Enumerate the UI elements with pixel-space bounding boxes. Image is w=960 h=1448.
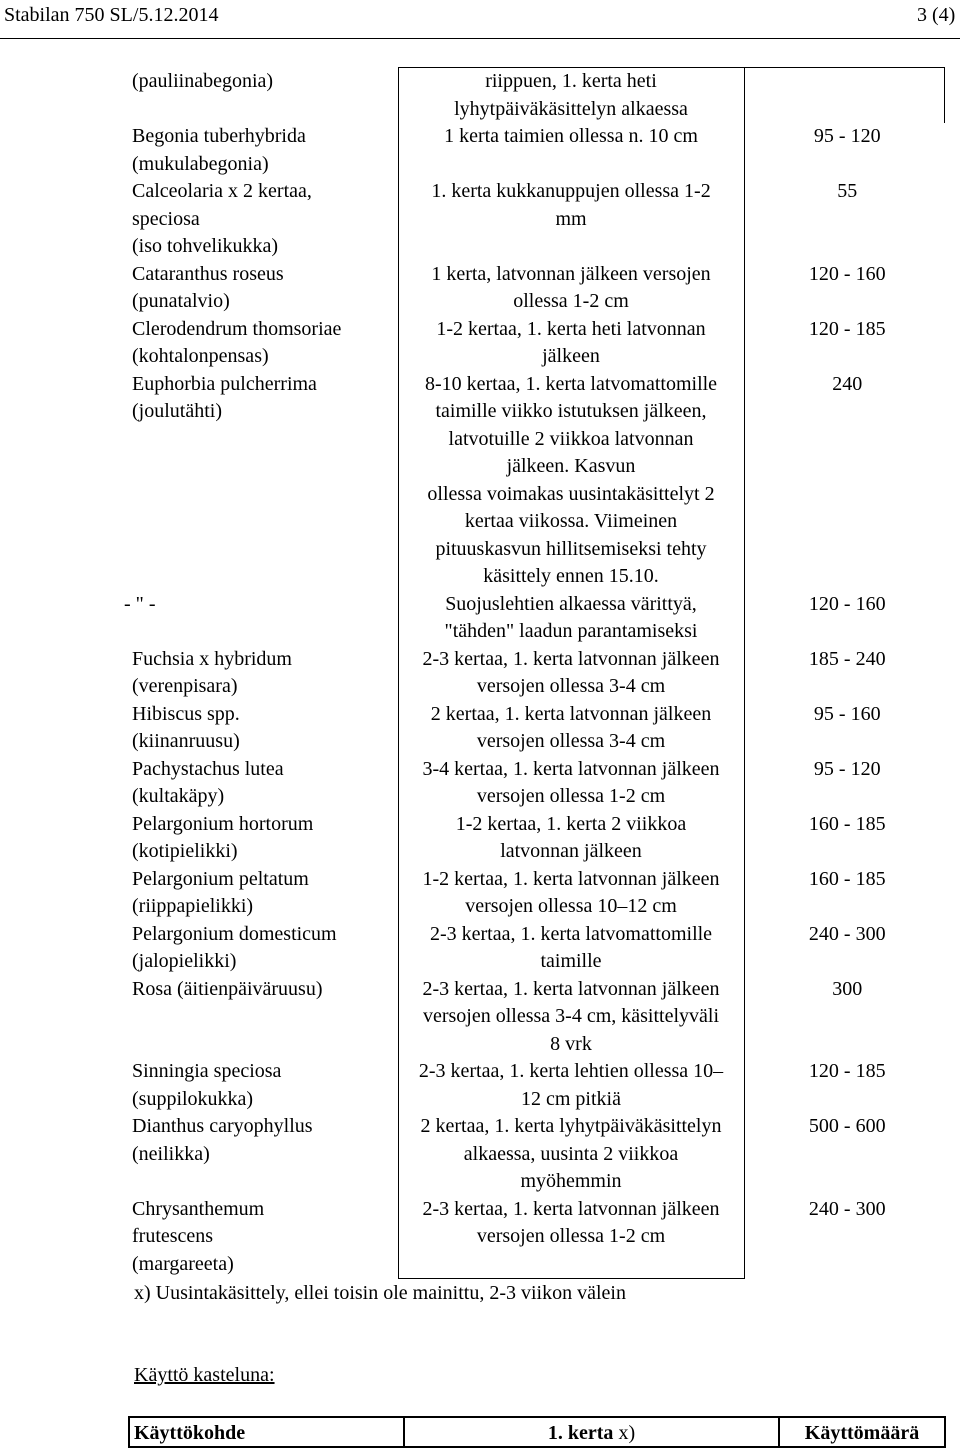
- plant-name: [128, 1196, 398, 1279]
- table-row: [128, 591, 944, 646]
- plant-name-line: (joulutähti): [132, 400, 222, 422]
- plant-name-line: Chrysanthemum: [132, 1197, 265, 1220]
- treatment-description-line: kertaa viikossa. Viimeinen: [464, 510, 678, 532]
- plant-name-line: (kiinanruusu): [132, 730, 240, 752]
- treatment-description: [398, 316, 744, 371]
- treatment-description-line: taimille viikko istutuksen jälkeen,: [435, 400, 707, 422]
- treatment-description-line: pituuskasvun hillitsemiseksi tehty: [435, 537, 707, 560]
- header-kayttokohde: Käyttökohde: [129, 1417, 404, 1447]
- plant-name-line: Dianthus caryophyllus: [132, 1115, 313, 1137]
- treatment-table: [124, 67, 945, 1279]
- plant-name-line: speciosa: [132, 207, 200, 230]
- table-row: [128, 178, 944, 261]
- treatment-description-line: versojen ollessa 1-2 cm: [476, 1225, 666, 1247]
- plant-name-line: (margareeta): [132, 1252, 234, 1275]
- dose-range: [744, 1113, 944, 1196]
- table-row: [128, 1113, 944, 1196]
- dose-range-value: 240 - 300: [808, 922, 886, 945]
- treatment-description: [398, 1113, 744, 1196]
- plant-name: [128, 68, 398, 124]
- treatment-description-line: 1. kerta kukkanuppujen ollessa 1-2: [431, 180, 711, 202]
- dose-range-value: 120 - 160: [808, 592, 886, 615]
- dose-range-value: 240 - 300: [808, 1197, 886, 1220]
- treatment-description-line: lyhytpäiväkäsittelyn alkaessa: [454, 97, 688, 120]
- dose-range-value: 160 - 185: [808, 867, 886, 890]
- dose-range: [744, 921, 944, 976]
- treatment-table-body: [124, 68, 944, 1279]
- dose-range-value: 240: [832, 372, 863, 395]
- dose-range: [744, 123, 944, 178]
- treatment-description-line: 8 vrk: [550, 1032, 592, 1055]
- header-first-time-label: 1. kerta: [547, 1422, 614, 1444]
- dose-range-value: 185 - 240: [808, 647, 886, 670]
- treatment-description-line: versojen ollessa 3-4 cm, käsittelyväli: [422, 1005, 720, 1027]
- treatment-description-line: 2 kertaa, 1. kerta latvonnan jälkeen: [430, 702, 712, 725]
- treatment-description: [398, 866, 744, 921]
- dose-range-value: 300: [832, 977, 863, 1000]
- dose-range: [744, 756, 944, 811]
- treatment-description-line: 2-3 kertaa, 1. kerta latvomattomille: [429, 922, 713, 945]
- treatment-description-line: latvonnan jälkeen: [500, 840, 642, 862]
- treatment-description-line: 12 cm pitkiä: [521, 1087, 621, 1110]
- treatment-description: [398, 921, 744, 976]
- usage-table-header-row: [129, 1417, 945, 1447]
- dose-range: [744, 811, 944, 866]
- table-row: [128, 316, 944, 371]
- treatment-description-line: käsittely ennen 15.10.: [483, 565, 659, 587]
- dose-range: [744, 701, 944, 756]
- treatment-description: [398, 701, 744, 756]
- dose-range-value: 500 - 600: [808, 1115, 886, 1137]
- treatment-description-line: riippuen, 1. kerta heti: [485, 70, 657, 92]
- treatment-description: [398, 976, 744, 1059]
- plant-name: [128, 316, 398, 371]
- dose-range-value: 95 - 160: [813, 702, 881, 725]
- plant-name-line: (iso tohvelikukka): [132, 235, 279, 257]
- plant-name: [128, 261, 398, 316]
- header-divider: [0, 38, 960, 39]
- treatment-description-line: 2-3 kertaa, 1. kerta latvonnan jälkeen: [422, 977, 720, 1000]
- treatment-description-line: jälkeen. Kasvun: [506, 455, 636, 477]
- treatment-description-line: "tähden" laadun parantamiseksi: [444, 620, 698, 642]
- plant-name: [124, 591, 394, 646]
- plant-name: [128, 921, 398, 976]
- treatment-description-line: 1 kerta taimien ollessa n. 10 cm: [444, 125, 698, 147]
- plant-name-line: Pelargonium hortorum: [132, 812, 314, 835]
- treatment-description-line: 2 kertaa, 1. kerta lyhytpäiväkäsittelyn: [420, 1115, 722, 1137]
- treatment-description-line: 2-3 kertaa, 1. kerta lehtien ollessa 10–: [418, 1060, 724, 1082]
- treatment-description-line: 1-2 kertaa, 1. kerta heti latvonnan: [436, 317, 706, 340]
- treatment-description: [398, 1058, 744, 1113]
- dose-range: [744, 976, 944, 1059]
- table-row: [128, 756, 944, 811]
- treatment-description: [398, 123, 744, 178]
- treatment-description-line: versojen ollessa 3-4 cm: [476, 730, 666, 752]
- plant-name-line: (punatalvio): [132, 290, 230, 312]
- treatment-description: [398, 68, 744, 124]
- plant-name-line: Sinningia speciosa: [132, 1060, 282, 1082]
- dose-range: [744, 371, 944, 591]
- dose-range-value: 160 - 185: [808, 812, 886, 835]
- plant-name: [128, 866, 398, 921]
- table-row: [128, 1058, 944, 1113]
- plant-name: [128, 811, 398, 866]
- plant-name-line: (pauliinabegonia): [132, 69, 274, 92]
- treatment-description: [398, 756, 744, 811]
- document-header-left: Stabilan 750 SL/5.12.2014: [4, 4, 219, 26]
- treatment-description-line: versojen ollessa 3-4 cm: [476, 675, 666, 697]
- table-row: [128, 976, 944, 1059]
- dose-range-value: 120 - 185: [808, 1060, 886, 1082]
- dose-range: [744, 261, 944, 316]
- plant-name-line: Cataranthus roseus: [132, 262, 284, 285]
- plant-name-line: Calceolaria x 2 kertaa,: [132, 180, 312, 202]
- dose-range-value: 95 - 120: [813, 125, 881, 147]
- treatment-description-line: ollessa 1-2 cm: [513, 290, 629, 312]
- table-row: [128, 646, 944, 701]
- treatment-description: [398, 811, 744, 866]
- dose-range: [744, 316, 944, 371]
- plant-name-line: - " -: [124, 592, 156, 615]
- dose-range: [744, 646, 944, 701]
- treatment-description-line: 2-3 kertaa, 1. kerta latvonnan jälkeen: [422, 647, 720, 670]
- dose-range: [744, 866, 944, 921]
- plant-name-line: Clerodendrum thomsoriae: [132, 317, 342, 340]
- treatment-description-line: Suojuslehtien alkaessa värittyä,: [445, 592, 697, 615]
- plant-name: [128, 1113, 398, 1196]
- table-row: [128, 811, 944, 866]
- page-number: 3 (4): [917, 4, 956, 26]
- plant-name-line: Hibiscus spp.: [132, 702, 240, 725]
- plant-name-line: Pelargonium domesticum: [132, 922, 337, 945]
- plant-name: [128, 976, 398, 1059]
- treatment-description-line: taimille: [540, 950, 602, 972]
- plant-name: [128, 1058, 398, 1113]
- table-row: [128, 866, 944, 921]
- usage-table: [128, 1416, 946, 1448]
- footnote-mark: x): [618, 1422, 636, 1444]
- dose-range: [744, 1058, 944, 1113]
- treatment-description: [398, 591, 744, 646]
- plant-name-line: Pachystachus lutea: [132, 757, 284, 780]
- table-row: [128, 261, 944, 316]
- dose-range-value: 55: [837, 180, 858, 202]
- treatment-description-line: myöhemmin: [520, 1170, 622, 1192]
- dose-range: [744, 178, 944, 261]
- header-kayttomaara: Käyttömäärä: [779, 1417, 945, 1447]
- header-first-time: [404, 1417, 779, 1447]
- treatment-description-line: latvotuille 2 viikkoa latvonnan: [448, 427, 694, 450]
- footnote: x) Uusintakäsittely, ellei toisin ole mainittu, 2-3 viikon välein: [134, 1282, 626, 1304]
- treatment-description-line: versojen ollessa 10–12 cm: [465, 895, 677, 917]
- treatment-description-line: jälkeen: [542, 345, 600, 367]
- treatment-description: [398, 371, 744, 591]
- table-row: [128, 371, 944, 591]
- dose-range: [744, 591, 944, 646]
- treatment-description-line: 2-3 kertaa, 1. kerta latvonnan jälkeen: [422, 1197, 720, 1220]
- plant-name: [128, 178, 398, 261]
- usage-heading: Käyttö kasteluna:: [134, 1364, 275, 1386]
- treatment-description-line: 3-4 kertaa, 1. kerta latvonnan jälkeen: [422, 757, 720, 780]
- plant-name: [128, 756, 398, 811]
- treatment-description: [398, 646, 744, 701]
- treatment-description-line: ollessa voimakas uusintakäsittelyt 2: [427, 482, 715, 505]
- plant-name-line: (kotipielikki): [132, 840, 238, 862]
- plant-name-line: (mukulabegonia): [132, 152, 269, 175]
- treatment-description-line: versojen ollessa 1-2 cm: [476, 785, 666, 807]
- treatment-description: [398, 1196, 744, 1279]
- plant-name-line: (kohtalonpensas): [132, 345, 269, 367]
- plant-name-line: Fuchsia x hybridum: [132, 647, 292, 670]
- table-row: [128, 701, 944, 756]
- table-row: [128, 123, 944, 178]
- plant-name-line: (verenpisara): [132, 675, 238, 697]
- plant-name-line: Rosa (äitienpäiväruusu): [132, 977, 323, 1000]
- treatment-description-line: 1-2 kertaa, 1. kerta latvonnan jälkeen: [422, 867, 720, 890]
- table-row: [128, 68, 944, 124]
- plant-name-line: Euphorbia pulcherrima: [132, 372, 317, 395]
- treatment-description-line: 8-10 kertaa, 1. kerta latvomattomille: [424, 372, 718, 395]
- plant-name-line: (riippapielikki): [132, 895, 254, 917]
- treatment-description-line: alkaessa, uusinta 2 viikkoa: [463, 1142, 679, 1165]
- table-row: [128, 921, 944, 976]
- treatment-description-line: 1-2 kertaa, 1. kerta 2 viikkoa: [455, 812, 687, 835]
- plant-name-line: Begonia tuberhybrida: [132, 125, 306, 147]
- plant-name: [128, 646, 398, 701]
- dose-range-value: 120 - 185: [808, 317, 886, 340]
- plant-name: [128, 701, 398, 756]
- dose-range-value: 95 - 120: [813, 757, 881, 780]
- plant-name-line: (neilikka): [132, 1142, 210, 1165]
- dose-range: [744, 68, 944, 124]
- plant-name-line: frutescens: [132, 1225, 214, 1247]
- plant-name-line: Pelargonium peltatum: [132, 867, 309, 890]
- treatment-description-line: mm: [555, 207, 587, 230]
- treatment-description-line: 1 kerta, latvonnan jälkeen versojen: [431, 262, 711, 285]
- treatment-description: [398, 178, 744, 261]
- plant-name-line: (jalopielikki): [132, 950, 237, 972]
- dose-range: [744, 1196, 944, 1279]
- dose-range-value: 120 - 160: [808, 262, 886, 285]
- treatment-description: [398, 261, 744, 316]
- plant-name-line: (kultakäpy): [132, 785, 225, 807]
- table-row: [128, 1196, 944, 1279]
- plant-name: [128, 123, 398, 178]
- plant-name-line: (suppilokukka): [132, 1087, 254, 1110]
- plant-name: [128, 371, 398, 591]
